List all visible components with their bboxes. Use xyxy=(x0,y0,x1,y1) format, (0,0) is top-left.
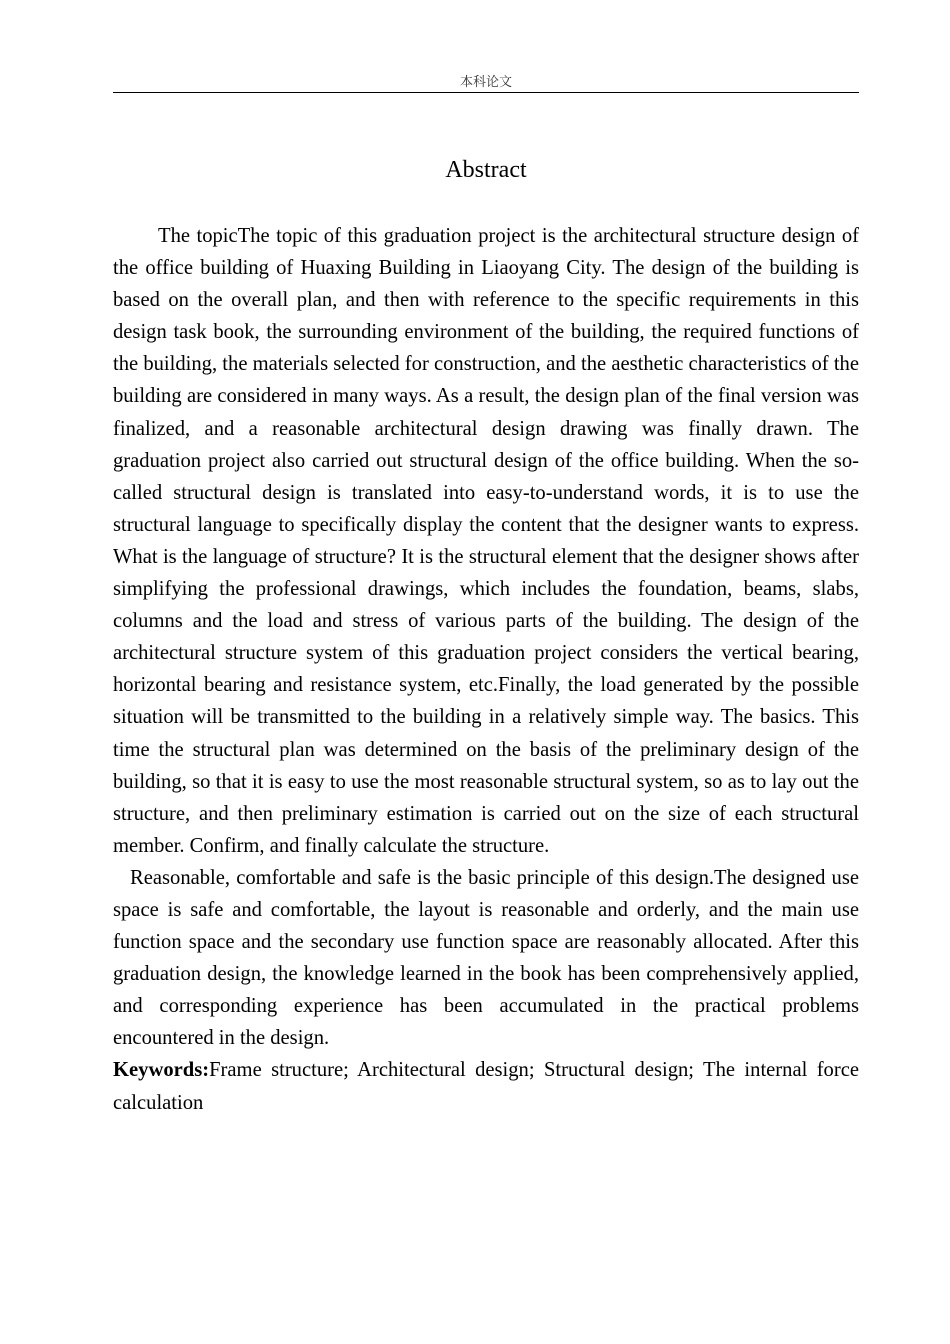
keywords-line xyxy=(113,1054,859,1118)
abstract-paragraph-2: Reasonable, comfortable and safe is the basic principle of this design.The designed use space is safe and comfortable, the layout is reasonable and orderly, and the main use function space and the secondary use function space are reasonably allocated. After this graduation design, the knowledge learned in the book has been comprehensively applied, and corresponding experience has been accumulated in the practical problems encountered in the design. xyxy=(113,866,859,1050)
keywords-text: Frame structure; Architectural design; Structural design; The internal force calculation xyxy=(113,1059,859,1114)
abstract-body xyxy=(113,220,859,1119)
keywords-label: Keywords: xyxy=(113,1059,210,1082)
header-rule xyxy=(113,92,859,93)
page-header: 本科论文 xyxy=(459,75,512,90)
abstract-title: Abstract xyxy=(445,157,527,183)
abstract-paragraph-1: The topicThe topic of this graduation project is the architectural structure design of the office building of Huaxing Building in Liaoyang City. The design of the building is based on the overall plan, and then with reference to the specific requirements in this design task book, the surrounding environment of the building, the required functions of the building, the materials selected for construction, and the aesthetic characteristics of the building are considered in many ways. As a result, the design plan of the final version was finalized, and a reasonable architectural design drawing was finally drawn. The graduation project also carried out structural design of the office building. When the so-called structural design is translated into easy-to-understand words, it is to use the structural language to specifically display the content that the designer wants to express. What is the language of structure? It is the structural element that the designer shows after simplifying the professional drawings, which includes the foundation, beams, slabs, columns and the load and stress of various parts of the building. The design of the architectural structure system of this graduation project considers the vertical bearing, horizontal bearing and resistance system, etc.Finally, the load generated by the possible situation will be transmitted to the building in a relatively simple way. The basics. This time the structural plan was determined on the basis of the preliminary design of the building, so that it is easy to use the most reasonable structural system, so as to lay out the structure, and then preliminary estimation is carried out on the size of each structural member. Confirm, and finally calculate the structure. xyxy=(113,225,859,857)
